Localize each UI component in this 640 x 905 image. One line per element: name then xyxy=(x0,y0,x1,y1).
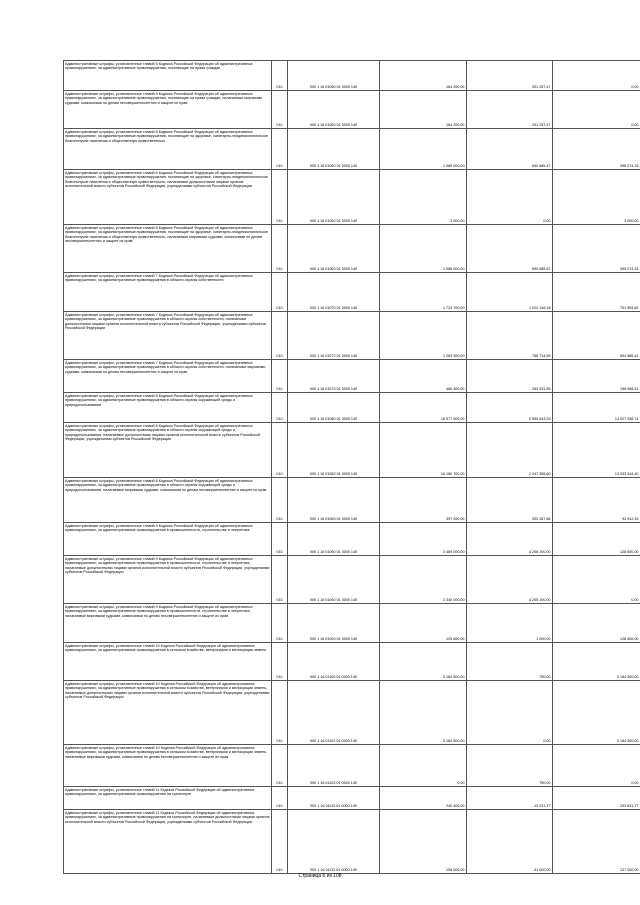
table-row xyxy=(64,423,640,478)
executed-amount: 2 247 355,60 xyxy=(467,423,553,478)
row-code: 010 xyxy=(272,810,288,874)
row-description: Административные штрафы, установленные главой 10 Кодекса Российской Федерации об административных правонарушениях, за административные правонарушения в сельском хозяйстве, ветеринарии и мелиорации земель, налагаемые мировыми судьями, комиссиями по делам несовершеннолетних и защите их прав xyxy=(64,745,272,787)
budget-classification-code: 000 1 16 01102 01 0000 140 xyxy=(288,681,380,745)
income-table xyxy=(63,60,640,874)
row-code: 010 xyxy=(272,643,288,681)
executed-amount: 4 205 100,00 xyxy=(467,556,553,604)
row-code: 010 xyxy=(272,478,288,523)
row-description: Административные штрафы, установленные главой 11 Кодекса Российской Федерации об административных правонарушениях, за административные правонарушения на транспорте, налагаемые должностными лицами органов исполнительной власти субъектов Российской Федерации, учреждениями субъектов Российской Федерации xyxy=(64,810,272,874)
executed-amount: 750,00 xyxy=(467,745,553,787)
executed-amount: -13 231,77 xyxy=(467,787,553,810)
approved-amount: 164 200,00 xyxy=(380,91,467,129)
budget-classification-code: 000 1 16 01063 01 0000 140 xyxy=(288,225,380,273)
table-row xyxy=(64,393,640,423)
unexecuted-amount: 3 164 500,00 xyxy=(553,643,640,681)
unexecuted-amount: 398 074,33 xyxy=(553,129,640,170)
row-description: Административные штрафы, установленные главой 6 Кодекса Российской Федерации об административных правонарушениях, за административные правонарушения, посягающие на здоровье, санитарно-эпидемиологическое благополучие населения и общественную нравственность xyxy=(64,129,272,170)
row-code: 010 xyxy=(272,423,288,478)
report-sheet xyxy=(63,60,640,878)
table-row xyxy=(64,225,640,273)
table-row xyxy=(64,681,640,745)
executed-amount: 263 431,59 xyxy=(467,360,553,393)
table-row xyxy=(64,787,640,810)
unexecuted-amount: 196 968,41 xyxy=(553,360,640,393)
approved-amount: 2 340 000,00 xyxy=(380,556,467,604)
approved-amount: 3 000,00 xyxy=(380,170,467,225)
row-description: Административные штрафы, установленные главой 10 Кодекса Российской Федерации об административных правонарушениях, за административные правонарушения в сельском хозяйстве, ветеринарии и мелиорации земель xyxy=(64,643,272,681)
unexecuted-amount: 13 933 344,40 xyxy=(553,423,640,478)
approved-amount: 1 089 000,00 xyxy=(380,129,467,170)
row-description: Административные штрафы, установленные главой 8 Кодекса Российской Федерации об административных правонарушениях, за административные правонарушения в области охраны окружающей среды и природопользования xyxy=(64,393,272,423)
unexecuted-amount: 128 600,00 xyxy=(553,523,640,556)
row-description: Административные штрафы, установленные главой 8 Кодекса Российской Федерации об административных правонарушениях, за административные правонарушения в области охраны окружающей среды и природопользования, налагаемые мировыми судьями, комиссиями по делам несовершеннолетних и защите их прав xyxy=(64,478,272,523)
unexecuted-amount: 253 631,77 xyxy=(553,787,640,810)
budget-classification-code: 000 1 16 01080 01 0000 140 xyxy=(288,393,380,423)
budget-classification-code: 000 1 16 01103 01 0000 140 xyxy=(288,745,380,787)
table-row xyxy=(64,61,640,91)
approved-amount: 106 000,00 xyxy=(380,810,467,874)
budget-classification-code: 000 1 16 01082 01 0000 140 xyxy=(288,423,380,478)
budget-classification-code: 000 1 16 01100 01 0000 140 xyxy=(288,643,380,681)
executed-amount: 2 550 643,26 xyxy=(467,393,553,423)
unexecuted-amount: 3 164 500,00 xyxy=(553,681,640,745)
executed-amount: 0,00 xyxy=(467,170,553,225)
row-description: Административные штрафы, установленные главой 7 Кодекса Российской Федерации об административных правонарушениях, за административные правонарушения в области охраны собственности, налагаемые мировыми судьями, комиссиями по делам несовершеннолетних и защите их прав xyxy=(64,360,272,393)
approved-amount: 16 577 900,00 xyxy=(380,393,467,423)
row-code: 010 xyxy=(272,225,288,273)
row-code: 010 xyxy=(272,129,288,170)
table-row xyxy=(64,604,640,643)
income-table-body xyxy=(64,61,640,874)
unexecuted-amount: 0,00 xyxy=(553,745,640,787)
table-row xyxy=(64,745,640,787)
row-description: Административные штрафы, установленные главой 6 Кодекса Российской Федерации об административных правонарушениях, за административные правонарушения, посягающие на здоровье, санитарно-эпидемиологическое благополучие населения и общественную нравственность, налагаемые должностными лицами органов исполнительной власти субъектов Российской Федерации, учреждениями субъектов Российской Федерации xyxy=(64,170,272,225)
row-code: 010 xyxy=(272,681,288,745)
row-code: 010 xyxy=(272,745,288,787)
row-code: 010 xyxy=(272,170,288,225)
executed-amount: 1 000,00 xyxy=(467,604,553,643)
budget-classification-code: 000 1 16 01083 01 0000 140 xyxy=(288,478,380,523)
executed-amount: 690 685,67 xyxy=(467,225,553,273)
budget-classification-code: 000 1 16 01072 01 0000 140 xyxy=(288,312,380,360)
row-description: Административные штрафы, установленные главой 11 Кодекса Российской Федерации об административных правонарушениях, за административные правонарушения на транспорте xyxy=(64,787,272,810)
approved-amount: 1 723 700,00 xyxy=(380,273,467,312)
approved-amount: 129 600,00 xyxy=(380,604,467,643)
budget-classification-code: 000 1 16 01093 01 0000 140 xyxy=(288,604,380,643)
unexecuted-amount: 504 585,41 xyxy=(553,312,640,360)
row-code: 010 xyxy=(272,393,288,423)
row-code: 010 xyxy=(272,91,288,129)
approved-amount: 1 263 300,00 xyxy=(380,312,467,360)
table-row xyxy=(64,556,640,604)
row-code: 010 xyxy=(272,523,288,556)
approved-amount: 2 469 000,00 xyxy=(380,523,467,556)
unexecuted-amount: 3 000,00 xyxy=(553,170,640,225)
budget-classification-code: 000 1 16 01090 01 0000 140 xyxy=(288,523,380,556)
row-description: Административные штрафы, установленные главой 5 Кодекса Российской Федерации об административных правонарушениях, за административные правонарушения, посягающие на права граждан xyxy=(64,61,272,91)
unexecuted-amount: 0,00 xyxy=(553,61,640,91)
approved-amount: 3 164 500,00 xyxy=(380,643,467,681)
row-description: Административные штрафы, установленные главой 7 Кодекса Российской Федерации об административных правонарушениях, за административные правонарушения в области охраны собственности, налагаемые должностными лицами органов исполнительной власти субъектов Российской Федерации, учреждениями субъектов Российской Федерации xyxy=(64,312,272,360)
row-description: Административные штрафы, установленные главой 5 Кодекса Российской Федерации об административных правонарушениях, за административные правонарушения, посягающие на права граждан, налагаемые мировыми судьями, комиссиями по делам несовершеннолетних и защите их прав xyxy=(64,91,272,129)
row-description: Административные штрафы, установленные главой 9 Кодекса Российской Федерации об административных правонарушениях, за административные правонарушения в промышленности, строительстве и энергетике, налагаемые должностными лицами органов исполнительной власти субъектов Российской Федерации, учреждениями субъектов Российской Федерации xyxy=(64,556,272,604)
row-description: Административные штрафы, установленные главой 9 Кодекса Российской Федерации об административных правонарушениях, за административные правонарушения в промышленности, строительстве и энергетике, налагаемые мировыми судьями, комиссиями по делам несовершеннолетних и защите их прав xyxy=(64,604,272,643)
row-code: 010 xyxy=(272,556,288,604)
approved-amount: 460 400,00 xyxy=(380,360,467,393)
budget-classification-code: 000 1 16 01110 01 0000 140 xyxy=(288,787,380,810)
budget-classification-code: 000 1 16 01070 01 0000 140 xyxy=(288,273,380,312)
approved-amount: 164 200,00 xyxy=(380,61,467,91)
executed-amount: 201 257,47 xyxy=(467,91,553,129)
unexecuted-amount: 0,00 xyxy=(553,91,640,129)
executed-amount: 201 257,47 xyxy=(467,61,553,91)
executed-amount: 1 022 146,18 xyxy=(467,273,553,312)
table-row xyxy=(64,478,640,523)
executed-amount: -31 000,00 xyxy=(467,810,553,874)
unexecuted-amount: 93 912,34 xyxy=(553,478,640,523)
unexecuted-amount: 128 600,00 xyxy=(553,604,640,643)
row-description: Административные штрафы, установленные главой 9 Кодекса Российской Федерации об административных правонарушениях, за административные правонарушения в промышленности, строительстве и энергетике xyxy=(64,523,272,556)
row-code: 010 xyxy=(272,312,288,360)
table-row xyxy=(64,810,640,874)
unexecuted-amount: 395 074,33 xyxy=(553,225,640,273)
table-row xyxy=(64,643,640,681)
budget-classification-code: 000 1 16 01053 01 0000 140 xyxy=(288,91,380,129)
table-row xyxy=(64,273,640,312)
row-description: Административные штрафы, установленные главой 6 Кодекса Российской Федерации об административных правонарушениях, за административные правонарушения, посягающие на здоровье, санитарно-эпидемиологическое благополучие населения и общественную нравственность, налагаемые мировыми судьями, комиссиями по делам несовершеннолетних и защите их прав xyxy=(64,225,272,273)
row-code: 010 xyxy=(272,61,288,91)
table-row xyxy=(64,129,640,170)
table-row xyxy=(64,91,640,129)
approved-amount: 3 164 500,00 xyxy=(380,681,467,745)
table-row xyxy=(64,312,640,360)
row-code: 010 xyxy=(272,273,288,312)
executed-amount: 303 287,66 xyxy=(467,478,553,523)
executed-amount: 690 685,47 xyxy=(467,129,553,170)
row-description: Административные штрафы, установленные главой 7 Кодекса Российской Федерации об административных правонарушениях, за административные правонарушения в области охраны собственности xyxy=(64,273,272,312)
unexecuted-amount: 0,00 xyxy=(553,556,640,604)
row-code: 010 xyxy=(272,787,288,810)
unexecuted-amount: 14 027 256,74 xyxy=(553,393,640,423)
approved-amount: 16 180 700,00 xyxy=(380,423,467,478)
executed-amount: 4 206 100,00 xyxy=(467,523,553,556)
table-row xyxy=(64,360,640,393)
row-description: Административные штрафы, установленные главой 8 Кодекса Российской Федерации об административных правонарушениях, за административные правонарушения в области охраны окружающей среды и природопользования, налагаемые должностными лицами органов исполнительной власти субъектов Российской Федерации, учреждениями субъектов Российской Федерации xyxy=(64,423,272,478)
row-code: 010 xyxy=(272,604,288,643)
executed-amount: 750,00 xyxy=(467,643,553,681)
approved-amount: 0,00 xyxy=(380,745,467,787)
budget-classification-code: 000 1 16 01050 01 0000 140 xyxy=(288,61,380,91)
page-footer: Страница 6 из 108 xyxy=(298,873,342,879)
unexecuted-amount: 701 553,82 xyxy=(553,273,640,312)
executed-amount: 758 714,59 xyxy=(467,312,553,360)
budget-classification-code: 000 1 16 01062 01 0000 140 xyxy=(288,170,380,225)
row-code: 010 xyxy=(272,360,288,393)
row-description: Административные штрафы, установленные главой 10 Кодекса Российской Федерации об административных правонарушениях, за административные правонарушения в сельском хозяйстве, ветеринарии и мелиорации земель, налагаемые должностными лицами органов исполнительной власти субъектов Российской Федерации, учреждениями субъектов Российской Федерации xyxy=(64,681,272,745)
approved-amount: 240 400,00 xyxy=(380,787,467,810)
approved-amount: 397 200,00 xyxy=(380,478,467,523)
budget-classification-code: 000 1 16 01112 01 0000 140 xyxy=(288,810,380,874)
unexecuted-amount: 137 000,00 xyxy=(553,810,640,874)
budget-classification-code: 000 1 16 01073 01 0000 140 xyxy=(288,360,380,393)
table-row xyxy=(64,523,640,556)
executed-amount: 0,00 xyxy=(467,681,553,745)
budget-classification-code: 000 1 16 01092 01 0000 140 xyxy=(288,556,380,604)
table-row xyxy=(64,170,640,225)
approved-amount: 1 086 000,00 xyxy=(380,225,467,273)
budget-classification-code: 000 1 16 01060 01 0000 140 xyxy=(288,129,380,170)
